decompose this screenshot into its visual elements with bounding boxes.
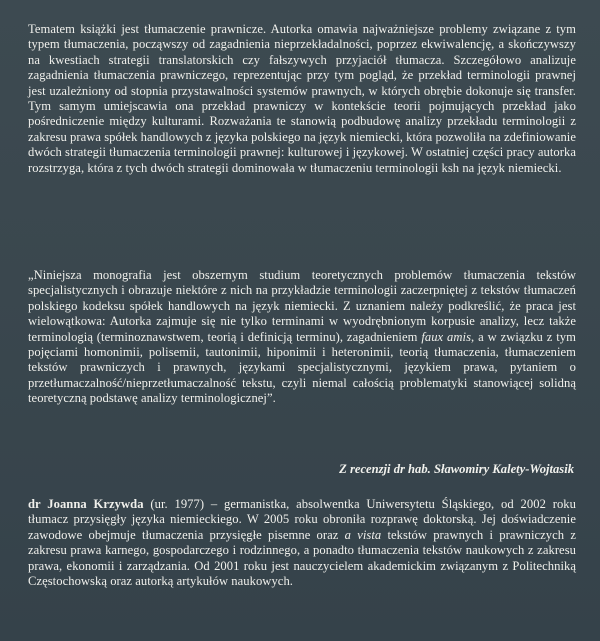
author-bio-paragraph [28,497,576,589]
author-name: dr Joanna Krzywda [28,497,144,511]
review-quote-italic-term: faux amis [421,329,472,344]
review-source: Z recenzji dr hab. Sławomiry Kalety-Wojtasik [339,462,574,476]
book-summary-paragraph: Tematem książki jest tłumaczenie prawnicze. Autorka omawia najważniejsze problemy związane z tym typem tłumaczenia, począwszy od zagadnienia nieprzekładalności, poprzez ekwiwalencję, a skończywszy na kwestiach strategii translatorskich czy fałszywych przyjaciół tłumacza. Szczegółowo analizuje zagadnienia tłumaczenia prawniczego, reprezentując przy tym pogląd, że przekład terminologii prawnej jest uzależniony od stopnia przystawalności systemów prawnych, w których obrębie dokonuje się transfer. Tym samym umiejscawia ona przekład prawniczy w kontekście teorii pojmujących przekład jako pośredniczenie między kulturami. Rozważania te stanowią podbudowę analizy przekładu terminologii z zakresu prawa spółek handlowych z języka polskiego na język niemiecki, która pozwoliła na zdefiniowanie dwóch strategii tłumaczenia terminologii prawnej: kulturowej i językowej. W ostatniej części pracy autorka rozstrzyga, która z tych dwóch strategii dominowała w tłumaczeniu terminologii ksh na język niemiecki. [28,22,576,175]
review-quote-text-1: „Niniejsza monografia jest obszernym studium teoretycznych problemów tłumaczenia tekstów specjalistycznych i obrazuje niektóre z nich na przykładzie terminologii zaczerpniętej z tekstów tłumaczeń polskiego kodeksu spółek handlowych na język niemiecki. Z uznaniem należy podkreślić, że praca jest wielowątkowa: Autorka zajmuje się nie tylko terminami w wyodrębnionym korpusie analizy, lecz także terminologią (terminoznawstwem, teorią i definicją terminu), zagadnieniem [28,268,576,344]
review-quote-text-2: , a w związku z tym pojęciami homonimii, polisemii, tautonimii, hiponimii i heteronimii, teorią tłumaczenia, tłumaczeniem tekstów prawniczych i prawnych, językami specjalistycznymi, językiem prawa, pytaniem o przetłumaczalność/nieprzetłumaczalność tekstu, czyli niemal całością problematyki stanowiącej solidną teoretyczną podstawę analizy terminologicznej”. [28,329,576,406]
author-bio-text-2: tekstów prawnych i prawniczych z zakresu prawa karnego, gospodarczego i rodzinnego, a ponadto tłumaczenia tekstów naukowych z zakresu prawa, ekonomii i zarządzania. Od 2001 roku jest nauczycielem akademickim związanym z Politechniką Częstochowską oraz autorką artykułów naukowych. [28,527,576,589]
author-bio-text-1: (ur. 1977) – germanistka, absolwentka Uniwersytetu Śląskiego, od 2002 roku tłumacz przysięgły języka niemieckiego. W 2005 roku obroniła rozprawę doktorską. Jej doświadczenie zawodowe obejmuje tłumaczenia przysięgłe pisemne oraz [28,497,576,542]
review-quote-paragraph [28,268,576,407]
author-bio-italic-term: a vista [344,527,382,542]
